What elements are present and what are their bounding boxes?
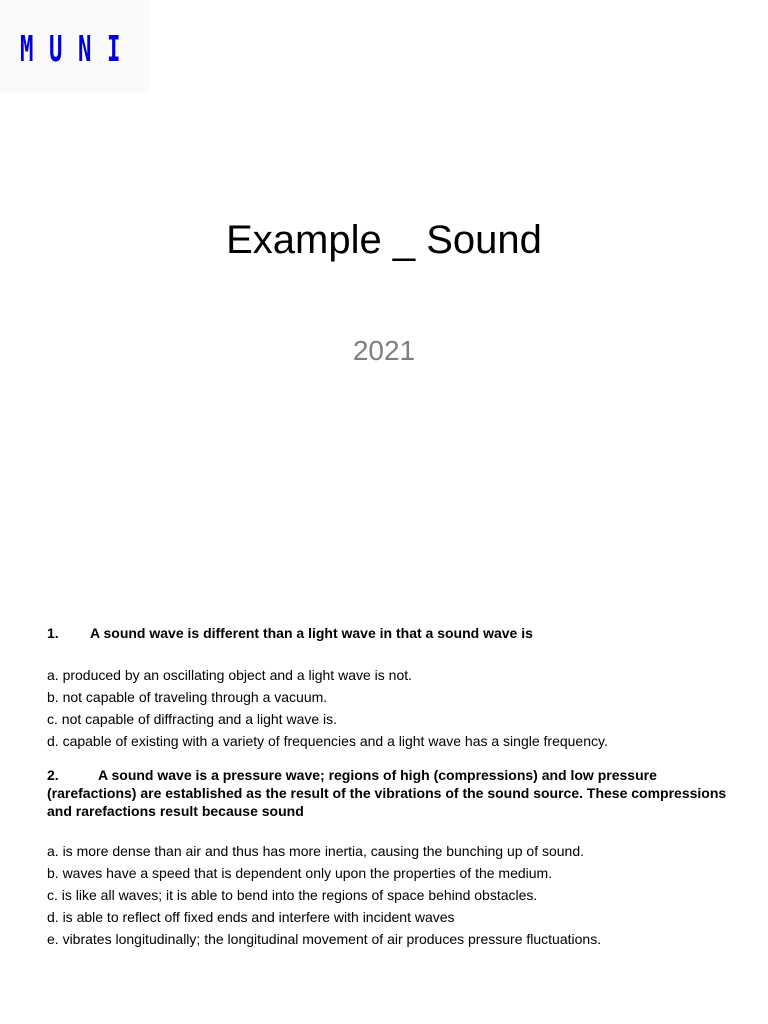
logo-area — [0, 0, 150, 92]
question-text: A sound wave is a pressure wave; regions of high (compressions) and low pressure (rarefactions) are established as the result of the vibrations of the sound source. These compressions and rarefactions result because sound — [47, 767, 727, 819]
answer-option: c. is like all waves; it is able to bend into the regions of space behind obstacles. — [47, 887, 538, 903]
answer-option: b. waves have a speed that is dependent only upon the properties of the medium. — [47, 865, 553, 881]
question-1-options — [47, 664, 737, 752]
question-2-options — [47, 840, 737, 950]
answer-option: d. capable of existing with a variety of frequencies and a light wave has a single frequency. — [47, 733, 608, 749]
logo-letter-n: N — [78, 29, 92, 70]
questions-section — [47, 624, 737, 950]
logo-letter-u: U — [49, 29, 63, 70]
question-number: 2. — [47, 767, 59, 783]
logo-letter-m: M — [20, 29, 34, 70]
muni-logo — [20, 30, 136, 70]
answer-option: a. produced by an oscillating object and a light wave is not. — [47, 667, 413, 683]
answer-option: a. is more dense than air and thus has more inertia, causing the bunching up of sound. — [47, 843, 585, 859]
answer-option: c. not capable of diffracting and a light wave is. — [47, 711, 338, 727]
slide-title: Example _ Sound — [226, 218, 542, 262]
answer-option: e. vibrates longitudinally; the longitudinal movement of air produces pressure fluctuations. — [47, 931, 602, 947]
question-text: A sound wave is different than a light wave in that a sound wave is — [90, 625, 533, 641]
logo-letter-i: I — [107, 29, 121, 70]
answer-option: b. not capable of traveling through a vacuum. — [47, 689, 328, 705]
question-1 — [47, 624, 737, 642]
question-number: 1. — [47, 625, 59, 641]
slide-subtitle-year: 2021 — [352, 335, 416, 366]
question-2 — [47, 766, 737, 820]
answer-option: d. is able to reflect off fixed ends and interfere with incident waves — [47, 909, 455, 925]
